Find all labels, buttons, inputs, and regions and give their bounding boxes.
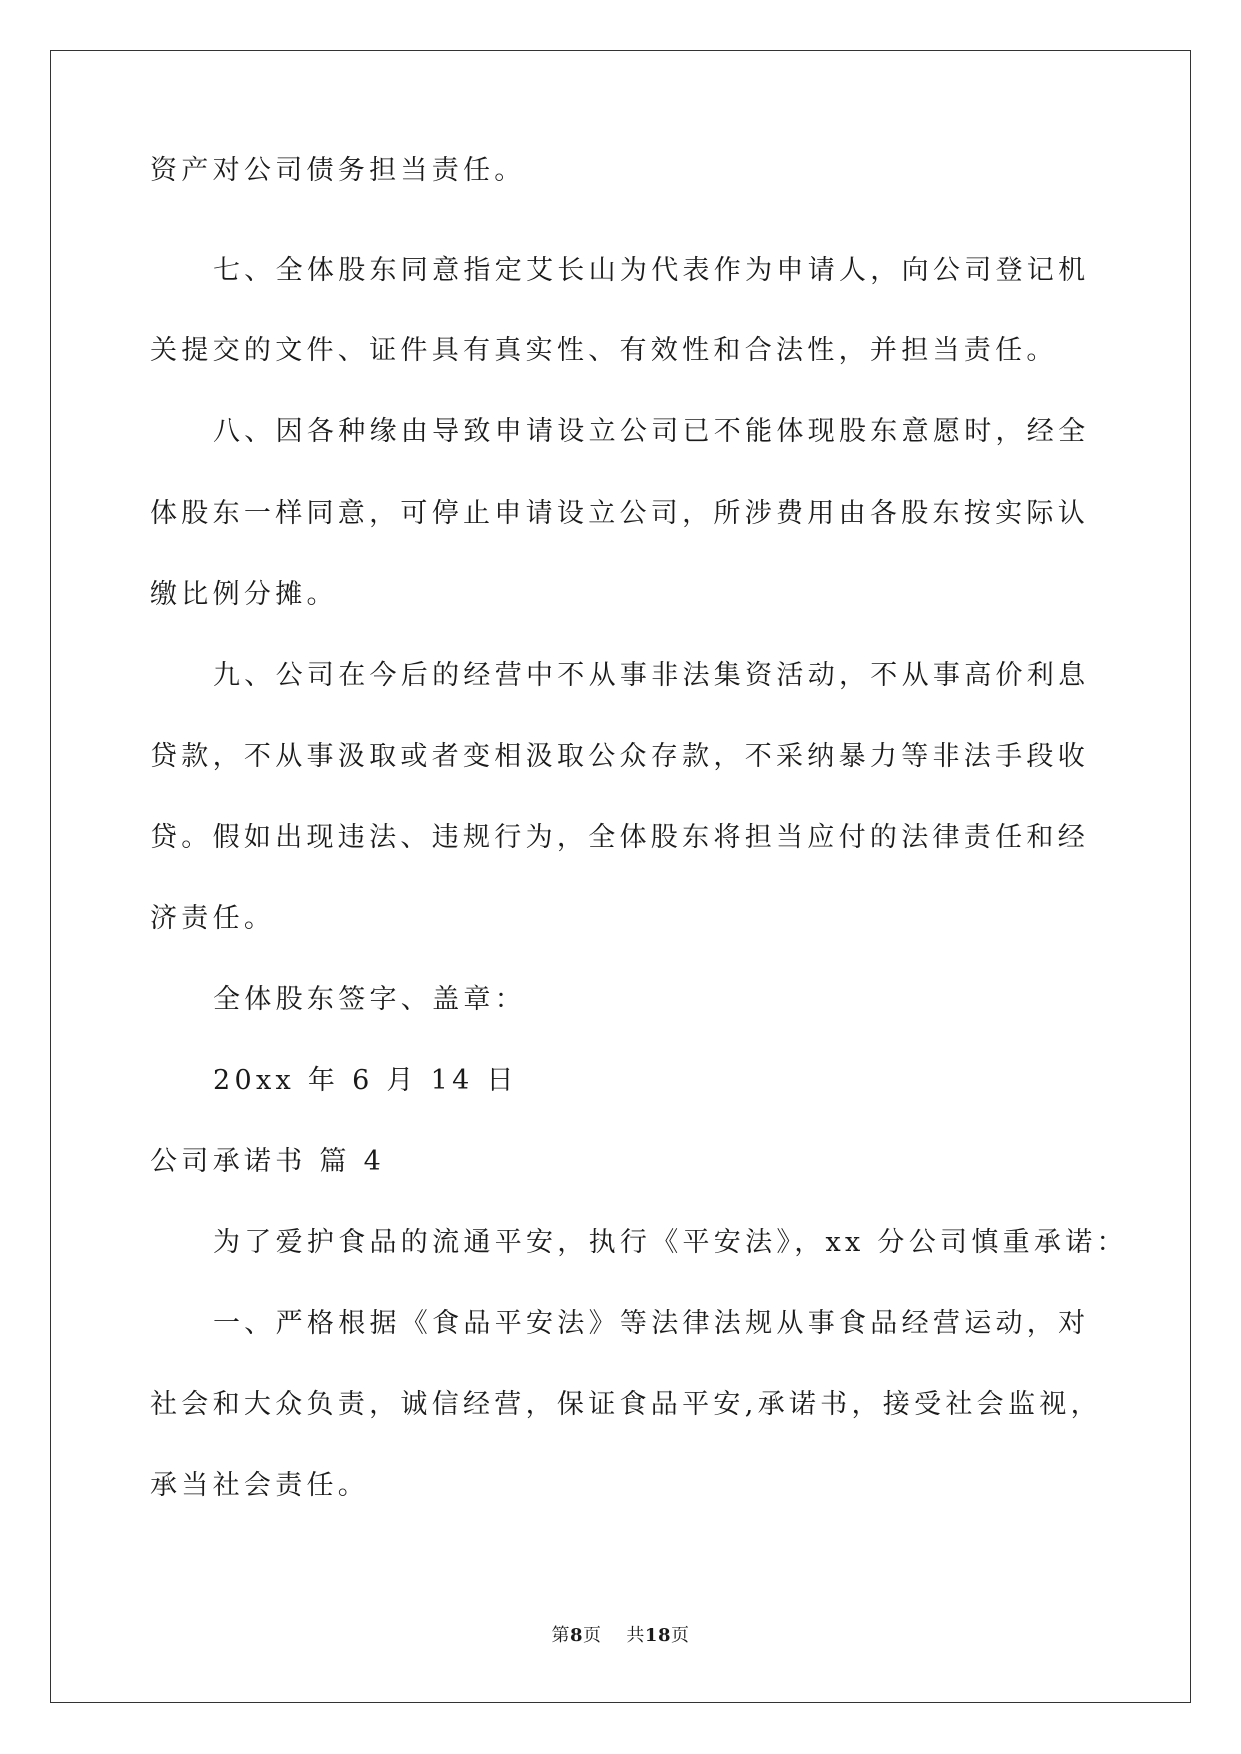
- body-line: 承当社会责任。: [150, 1470, 370, 1501]
- body-line: 资产对公司债务担当责任。: [150, 155, 526, 186]
- body-line: 八、因各种缘由导致申请设立公司已不能体现股东意愿时，经全: [213, 416, 1090, 447]
- footer-suffix: 页: [670, 1625, 690, 1646]
- total-page-number: 18: [644, 1625, 671, 1646]
- body-line: 关提交的文件、证件具有真实性、有效性和合法性，并担当责任。: [150, 335, 1058, 366]
- signature-line: 全体股东签字、盖章：: [213, 984, 526, 1015]
- page-border: [50, 50, 1191, 1703]
- body-line: 缴比例分摊。: [150, 579, 338, 610]
- body-line: 一、严格根据《食品平安法》等法律法规从事食品经营运动，对: [213, 1308, 1090, 1339]
- body-line: 社会和大众负责，诚信经营，保证食品平安,承诺书，接受社会监视，: [150, 1389, 1102, 1420]
- body-line: 七、全体股东同意指定艾长山为代表作为申请人，向公司登记机: [213, 255, 1090, 286]
- body-line: 贷。假如出现违法、违规行为，全体股东将担当应付的法律责任和经: [150, 822, 1089, 853]
- body-line: 体股东一样同意，可停止申请设立公司，所涉费用由各股东按实际认: [150, 498, 1089, 529]
- body-line: 九、公司在今后的经营中不从事非法集资活动，不从事高价利息: [213, 660, 1090, 691]
- section-heading: 公司承诺书 篇 4: [150, 1146, 386, 1177]
- body-line: 为了爱护食品的流通平安，执行《平安法》，xx 分公司慎重承诺：: [213, 1227, 1128, 1258]
- footer-prefix: 第: [551, 1625, 570, 1646]
- body-line: 贷款，不从事汲取或者变相汲取公众存款，不采纳暴力等非法手段收: [150, 741, 1089, 772]
- body-line: 济责任。: [150, 903, 276, 934]
- current-page-number: 8: [570, 1625, 584, 1646]
- page-footer: [0, 1621, 1241, 1647]
- footer-middle: 页 共: [583, 1625, 645, 1646]
- date-line: 20xx 年 6 月 14 日: [213, 1065, 518, 1096]
